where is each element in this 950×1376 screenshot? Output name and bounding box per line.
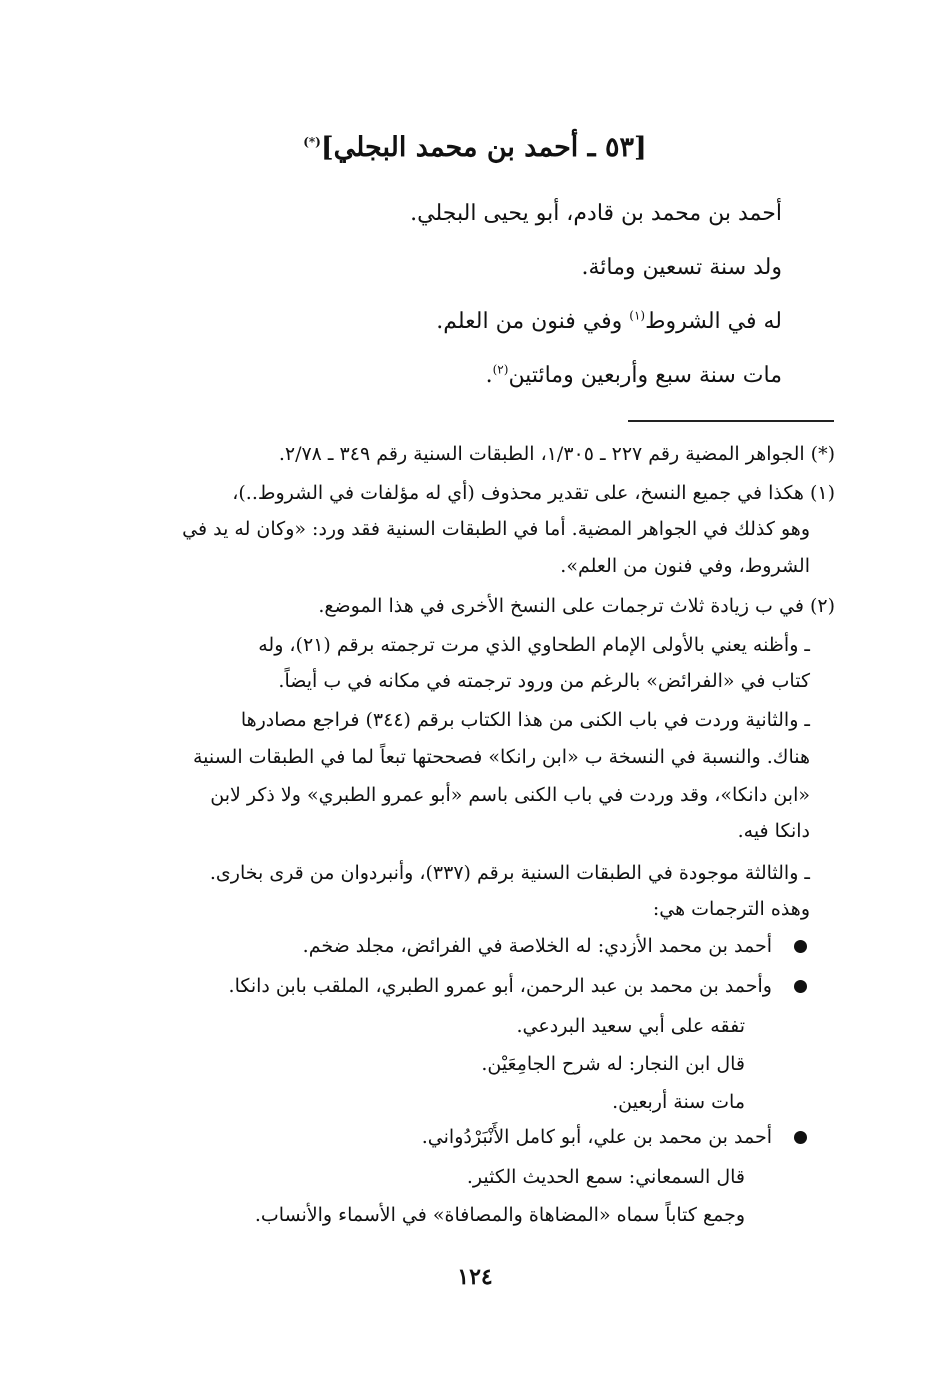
heading-bracket: [ <box>634 132 647 163</box>
body-line-1: أحمد بن محمد بن قادم، أبو يحيى البجلي. <box>410 201 782 226</box>
body-line-3-rest: وفي فنون من العلم. <box>436 309 630 334</box>
body-line-3 <box>436 307 782 337</box>
translation-item-3: أحمد بن محمد بن علي، أبو كامل الأَنْبَرْدُواني. <box>421 1126 772 1148</box>
body-line-3-text: له في الشروط <box>645 309 782 334</box>
translation-item-3-detail-1: قال السمعاني: سمع الحديث الكثير. <box>466 1166 745 1188</box>
footnote-2-line-5: هناك. والنسبة في النسخة ب «ابن رانكا» فصححتها تبعاً لما في الطبقات السنية <box>192 746 810 768</box>
footnote-ref-1: (١) <box>629 308 646 323</box>
body-line-4-text: مات سنة سبع وأربعين ومائتين <box>508 363 782 388</box>
footnote-2-line-4: ـ والثانية وردت في باب الكنى من هذا الكتاب برقم (٣٤٤) فراجع مصادرها <box>240 709 810 731</box>
page-number: ١٢٤ <box>457 1264 493 1290</box>
body-line-2: ولد سنة تسعين ومائة. <box>581 255 782 280</box>
heading-footnote-mark: (*) <box>303 135 321 149</box>
footnote-2-line-9: وهذه الترجمات هي: <box>652 898 810 920</box>
translation-item-3-detail-2: وجمع كتاباً سماه «المضاهاة والمصافاة» في الأسماء والأنساب. <box>254 1204 745 1226</box>
footnote-1-line-3: الشروط، وفي فنون من العلم». <box>560 555 810 577</box>
footnote-1-line-2: وهو كذلك في الجواهر المضية. أما في الطبقات السنية فقد ورد: «وكان له يد في <box>182 518 810 540</box>
footnote-ref-2: (٢) <box>492 362 509 377</box>
entry-heading <box>150 128 800 168</box>
footnote-2-line-2: ـ وأظنه يعني بالأولى الإمام الطحاوي الذي مرت ترجمته برقم (٢١)، وله <box>258 634 810 656</box>
heading-text: ٥٣ ـ أحمد بن محمد البجلي] <box>320 132 635 163</box>
bullet-icon <box>794 940 807 953</box>
body-line-4 <box>486 361 782 391</box>
footnote-source: (*) الجواهر المضية رقم ٢٢٧ ـ ١/٣٠٥، الطبقات السنية رقم ٣٤٩ ـ ٢/٧٨. <box>278 443 835 465</box>
bullet-icon <box>794 980 807 993</box>
body-line-4-end: . <box>485 363 493 388</box>
footnote-2-line-7: دانكا فيه. <box>737 820 810 842</box>
footnote-2-line-3: كتاب في «الفرائض» بالرغم من ورود ترجمته في مكانه في ب أيضاً. <box>278 670 810 692</box>
footnote-1-line-1: (١) هكذا في جميع النسخ، على تقدير محذوف (أي له مؤلفات في الشروط..)، <box>232 482 835 504</box>
translation-item-2-detail-3: مات سنة أربعين. <box>612 1091 745 1113</box>
footnote-2-line-1: (٢) في ب زيادة ثلاث ترجمات على النسخ الأخرى في هذا الموضع. <box>318 595 835 617</box>
translation-item-2-detail-2: قال ابن النجار: له شرح الجامِعَيْن. <box>481 1053 745 1075</box>
footnote-2-line-8: ـ والثالثة موجودة في الطبقات السنية برقم (٣٣٧)، وأنبردوان من قرى بخارى. <box>209 862 810 884</box>
bullet-icon <box>794 1131 807 1144</box>
translation-item-2: وأحمد بن محمد بن عبد الرحمن، أبو عمرو الطبري، الملقب بابن دانكا. <box>228 975 772 997</box>
translation-item-1: أحمد بن محمد الأزدي: له الخلاصة في الفرائض، مجلد ضخم. <box>302 935 772 957</box>
footnote-2-line-6: «ابن دانكا»، وقد وردت في باب الكنى باسم «أبو عمرو الطبري» ولا ذكر لابن <box>210 784 810 806</box>
translation-item-2-detail-1: تفقه على أبي سعيد البردعي. <box>516 1015 745 1037</box>
footnote-separator <box>628 420 834 422</box>
